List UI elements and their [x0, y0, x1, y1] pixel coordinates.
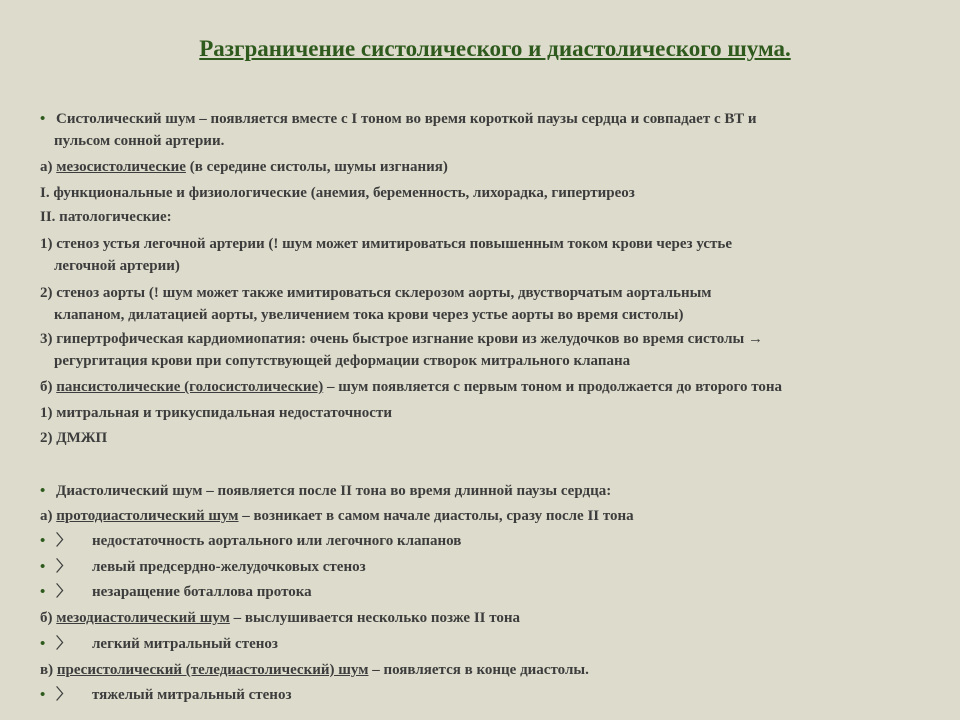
list-item: • 〉 недостаточность аортального или легочного клапанов — [40, 530, 940, 552]
bracket-icon: 〉 — [56, 584, 72, 600]
protodiastolic-heading: а) протодиастолический шум – возникает в самом начале диастолы, сразу после II тона — [40, 508, 634, 524]
slide-title: Разграничение систолического и диастолического шума. — [199, 36, 791, 61]
bullet-icon: • — [40, 533, 46, 549]
pulmonary-stenosis: 1) стеноз устья легочной артерии (! шум может имитироваться повышенным током крови через устье — [40, 236, 732, 252]
bracket-icon: 〉 — [56, 559, 72, 575]
systolic-intro: • Систолический шум – появляется вместе с I тоном во время короткой паузы сердца и совпадает с ВТ и — [40, 108, 940, 130]
list-item: • 〉 легкий митральный стеноз — [40, 633, 940, 655]
bullet-icon: • — [40, 483, 46, 499]
vsd-item: 2) ДМЖП — [40, 430, 108, 446]
list-item: • 〉 незаращение боталлова протока — [40, 581, 940, 603]
bullet-icon: • — [40, 636, 46, 652]
bracket-icon: 〉 — [56, 687, 72, 703]
pulmonary-stenosis-cont: легочной артерии) — [54, 258, 180, 274]
mesodiastolic-heading: б) мезодиастолический шум – выслушивается несколько позже II тона — [40, 610, 521, 626]
bullet-icon: • — [40, 111, 46, 127]
systolic-intro-cont: пульсом сонной артерии. — [54, 133, 225, 149]
hcm-item: 3) гипертрофическая кардиомиопатия: очень быстрое изгнание крови из желудочков во время систолы → — [40, 331, 763, 347]
hcm-item-cont: регургитация крови при сопутствующей деформации створок митрального клапана — [54, 353, 631, 369]
aortic-stenosis: 2) стеноз аорты (! шум может также имитироваться склерозом аорты, двустворчатым аортальным — [40, 285, 712, 301]
list-item: • 〉 тяжелый митральный стеноз — [40, 684, 940, 706]
pansystolic-heading: б) пансистолические (голосистолические) – шум появляется с первым тоном и продолжается до второго тона — [40, 379, 783, 395]
aortic-stenosis-cont: клапаном, дилатацией аорты, увеличением тока крови через устье аорты во время систолы) — [54, 307, 684, 323]
bracket-icon: 〉 — [56, 636, 72, 652]
mesosystolic-heading: а) мезосистолические (в середине систолы, шумы изгнания) — [40, 159, 448, 175]
bullet-icon: • — [40, 584, 46, 600]
valve-insufficiency: 1) митральная и трикуспидальная недостаточности — [40, 405, 392, 421]
bullet-icon: • — [40, 687, 46, 703]
presystolic-heading: в) пресистолический (теледиастолический) шум – появляется в конце диастолы. — [40, 662, 589, 678]
bracket-icon: 〉 — [56, 533, 72, 549]
diastolic-intro: • Диастолический шум – появляется после II тона во время длинной паузы сердца: — [40, 480, 940, 502]
list-item: • 〉 левый предсердно-желудочковых стеноз — [40, 556, 940, 578]
functional-item: I. функциональные и физиологические (анемия, беременность, лихорадка, гипертиреоз — [40, 185, 635, 201]
pathological-item: II. патологические: — [40, 209, 172, 225]
bullet-icon: • — [40, 559, 46, 575]
